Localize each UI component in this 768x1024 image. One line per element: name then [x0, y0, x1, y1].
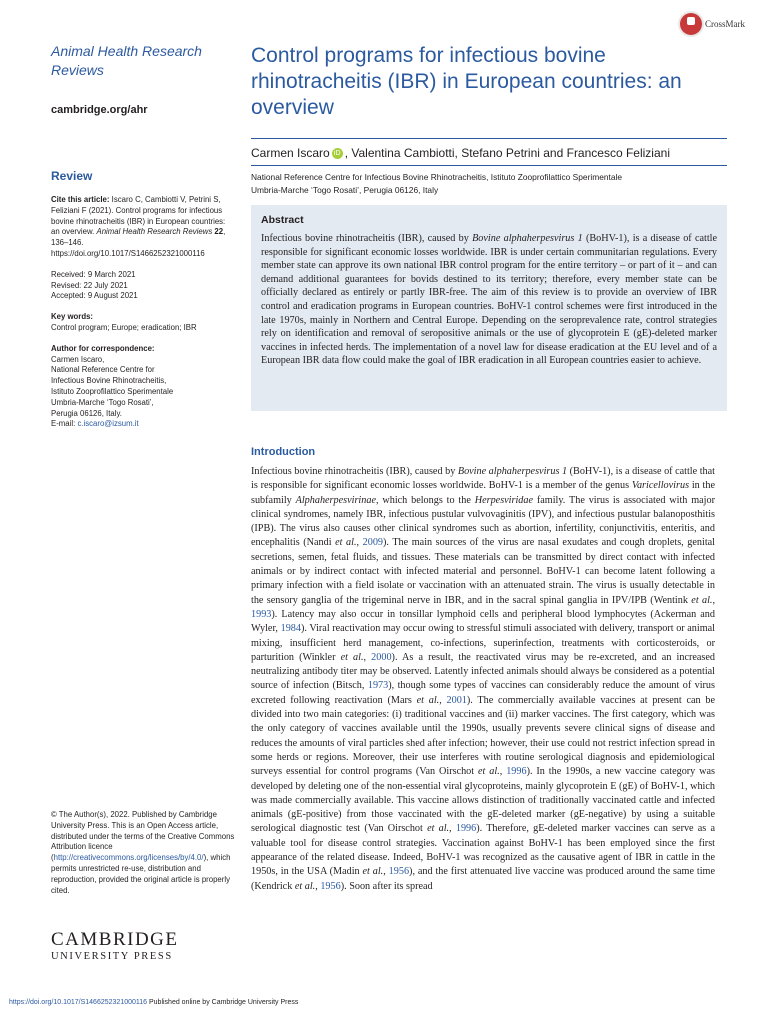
citation-link[interactable]: 1996 — [506, 766, 527, 778]
orcid-icon[interactable]: iD — [332, 148, 343, 159]
citation-link[interactable]: 2001 — [446, 694, 467, 706]
citation-link[interactable]: 1996 — [455, 823, 477, 835]
abstract-text: Infectious bovine rhinotracheitis (IBR), caused by Bovine alphaherpesvirus 1 (BoHV-1), is a disease of cattle responsible for significant economic losses worldwide. IBR is under certain communitarian regulations. Every member state can approve its own national IBR control program for the entire territory – or part of it – and can demand additional guarantees for bovids destined to its territory; therefore, every member state can be officially declared as entirely or partly IBR-free. The aim of this review is to provide an overview of IBR control and eradication programs in European countries. BoHV-1 control schemes were first introduced in the late 1970s, mainly in Northern and Central Europe. Depending on the seroprevalence rate, control strategies rely on identification and removal of seropositive animals or the use of glycoprotein E (gE)-deleted marker vaccines in infected herds. The implementation of a novel law for disease eradication at the EU level and of a European IBR data flow could make the goal of IBR eradication in all European countries easier to achieve. — [261, 233, 717, 367]
crossmark-icon — [680, 13, 702, 35]
email-link[interactable]: c.iscaro@izsum.it — [77, 419, 139, 429]
crossmark-label: CrossMark — [705, 19, 745, 29]
publisher-logo: CAMBRIDGE UNIVERSITY PRESS — [51, 929, 179, 962]
citation: Cite this article: Iscaro C, Cambiotti V, Petrini S, Feliziani F (2021). Control programs for infectious bovine rhinotracheitis (IBR) in European countries: an overview. Animal Health Research Reviews 22, 136–146. https://doi.org/10.1017/S1466252321000116 — [51, 195, 226, 258]
accepted-date: Accepted: 9 August 2021 — [51, 291, 138, 301]
article-type: Review — [51, 169, 93, 183]
author-rest: , Valentina Cambiotti, Stefano Petrini and Francesco Feliziani — [344, 146, 670, 160]
author-divider — [251, 165, 727, 166]
abstract-box — [251, 205, 727, 411]
article-info-sidebar — [51, 195, 236, 440]
journal-site[interactable]: cambridge.org/ahr — [51, 104, 148, 116]
affiliation-line: Umbria-Marche ‘Togo Rosati’, Perugia 06126, Italy — [251, 185, 439, 195]
affiliation-line: National Reference Centre for Infectious Bovine Rhinotracheitis, Istituto Zooprofilattico Sperimentale — [251, 172, 623, 182]
citation-link[interactable]: 2009 — [362, 537, 383, 549]
title-divider — [251, 138, 727, 139]
journal-name: Animal Health Research Reviews — [51, 43, 202, 78]
page-footer: https://doi.org/10.1017/S1466252321000116 Published online by Cambridge University Press — [9, 999, 299, 1006]
article-title: Control programs for infectious bovine rhinotracheitis (IBR) in European countries: an overview — [251, 44, 682, 119]
citation-link[interactable]: 1956 — [320, 880, 341, 892]
citation-link[interactable]: 1993 — [251, 608, 272, 620]
citation-link[interactable]: 1973 — [367, 680, 389, 692]
body-text: Infectious bovine rhinotracheitis (IBR), caused by Bovine alphaherpesvirus 1 (BoHV-1), is a disease of cattle that is responsible for significant economic losses worldwide. BoHV-1 is a member of the genus Varicellovirus in the subfamily Alphaherpesvirinae, which belongs to the Herpesviridae family. The virus is associated with major clinical syndromes, namely IBR, infectious pustular vulvovaginitis (IPV), and infectious pustular balanoposthitis (IPB). The virus also causes other clinical syndromes such as abortion, infertility, conjunctivitis, enteritis, and encephalitis (Nandi et al., 2009). The main sources of the virus are nasal exudates and cough droplets, genital secretions, semen, fetal fluids, and tissues. These materials can be transmitted by direct contact with infected animals or by indirect contact with infected material and personnel. BoHV-1 can become latent following a primary infection with a field isolate or vaccination with an attenuated strain. The virus is usually detectable in the sensory ganglia of the trigeminal nerve in IBR, and in the sacral spinal ganglia in IPV/IPB (Wentink et al., 1993). Latency may also occur in tonsillar lymphoid cells and peripheral blood lymphocytes (Ackerman and Wyler, 1984). Viral reactivation may occur owing to stressful stimuli associated with delivery, transport or animal mixing, insufficient herd management, co-infections, superinfection, treatments with corticosteroids, or parturition (Winkler et al., 2000). As a result, the reactivated virus may be re-excreted, and an increased neutralizing antibody titer may be observed. Latently infected animals should always be considered as a potential source of infection (Bitsch, 1973), though some types of vaccines can considerably reduce the amount of virus excreted following reactivation (Mars et al., 2001). The commercially available vaccines at present can be divided into two main categories: (i) traditional vaccines and (ii) marker vaccines. The first category, which was the only category of vaccines available until the 1990s, usually prevents severe clinical signs of disease and reduces the amounts of viral particles shed after infection; however, their use could not restrict infection spread in some herds or regions. Moreover, their use interferes with routine serological diagnosis and epidemiological surveys essential for control programs (Van Oirschot et al., 1996). In the 1990s, a new vaccine category was developed by deleting one of the non-essential viral glycoproteins, mainly glycoprotein E (gE) of BoHV-1, which was made commercially available. This vaccine allows distinction of traditionally vaccinated cattle and infected animals (gE-positive) from those vaccinated with the gE-deleted marker (gE-negative) by using a suitable serological diagnostic test (Van Oirschot et al., 1996). Therefore, gE-deleted marker vaccines can serve as a valuable tool for disease control strategies. Vaccination against BoHV-1 has been employed since the first appearance of the related disease. Indeed, BoHV-1 was recognized as the causative agent of IBR in cattle in the 1950s, in the USA (Madin et al., 1956), and the first attenuated live vaccine was produced around the same time (Kendrick et al., 1956). Soon after its spread — [251, 466, 716, 892]
section-heading-introduction: Introduction — [251, 446, 316, 458]
correspondence: Author for correspondence: Carmen Iscaro, National Reference Centre for Infectious Bovine Rhinotracheitis, Istituto Zooprofilattico Sperimentale Umbria-Marche ‘Togo Rosati’, Perugia 06126, Italy. E-mail: c.iscaro@izsum.it — [51, 343, 174, 429]
citation-link[interactable]: 1984 — [280, 623, 301, 635]
affiliation — [251, 171, 721, 197]
keywords: Key words: Control program; Europe; eradication; IBR — [51, 312, 197, 332]
author-first: Carmen Iscaro — [251, 146, 330, 160]
citation-link[interactable]: 1956 — [388, 866, 410, 878]
author-list — [251, 145, 731, 161]
received-date: Received: 9 March 2021 — [51, 269, 136, 279]
history-dates — [51, 270, 236, 302]
crossmark-badge[interactable] — [680, 13, 745, 35]
license-note: © The Author(s), 2022. Published by Cambridge University Press. This is an Open Access article, distributed under the terms of the Creative Commons Attribution licence (http://creativecommons.org/licenses/by/4.0/), which permits unrestricted re-use, distribution and reproduction, provided the original article is properly cited. — [51, 810, 235, 895]
license-link[interactable]: http://creativecommons.org/licenses/by/4.0/ — [53, 853, 204, 863]
citation-link[interactable]: 2000 — [371, 651, 392, 663]
revised-date: Revised: 22 July 2021 — [51, 280, 128, 290]
doi-link[interactable]: https://doi.org/10.1017/S1466252321000116 — [9, 999, 148, 1006]
abstract-heading: Abstract — [261, 214, 304, 226]
